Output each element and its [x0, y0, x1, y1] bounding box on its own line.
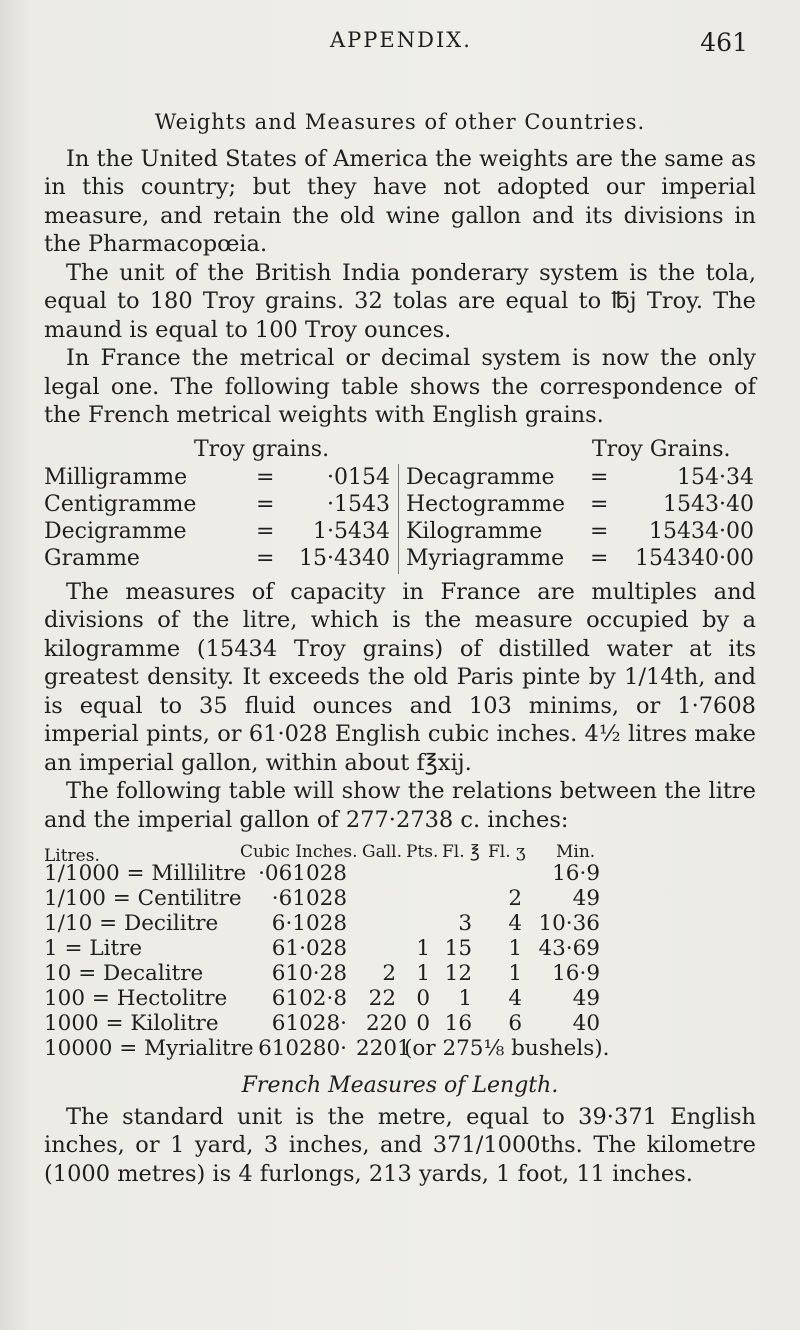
fluid-ounces-value: 15 — [444, 936, 472, 961]
weight-value: 1·5434 — [313, 518, 390, 544]
cubic-inches-value: ·061028 — [258, 861, 347, 886]
weights-header-right: Troy Grains. — [592, 436, 731, 462]
weight-name: Centigramme — [44, 491, 197, 517]
paragraph-france: In France the metrical or decimal system is now the only legal one. The following table shows the correspondence of the French metrical weights with English grains. — [44, 345, 756, 428]
weight-value: 15434·00 — [649, 518, 754, 544]
litres-row — [44, 985, 756, 1010]
weights-row — [44, 518, 756, 544]
minims-value: 10·36 — [538, 911, 600, 936]
fluid-drachms-value: 6 — [508, 1011, 522, 1036]
litres-row — [44, 885, 756, 910]
fluid-drachms-value: 1 — [508, 961, 522, 986]
litre-unit: 1/1000 = Millilitre — [44, 861, 247, 886]
cubic-inches-value: 6102·8 — [271, 986, 347, 1011]
header-cubic-inches: Cubic Inches. — [240, 842, 358, 862]
paragraph-length: The standard unit is the metre, equal to 39·371 English inches, or 1 yard, 3 inches, and 371/1000ths. The kilometre (1000 metres) is 4 furlongs, 213 yards, 1 foot, 11 inches. — [44, 1103, 756, 1187]
minims-value: 49 — [572, 986, 600, 1011]
weight-name: Decagramme — [406, 464, 555, 490]
equals-sign: = — [590, 464, 609, 490]
weights-row — [44, 464, 756, 490]
weights-row — [44, 545, 756, 571]
paragraph-united-states: In the United States of America the weights are the same as in this country; but they have not adopted our imperial measure, and retain the old wine gallon and its divisions in the Pharmacopœia. — [44, 145, 756, 257]
page-number: 461 — [700, 28, 748, 57]
equals-sign: = — [590, 545, 609, 571]
cubic-inches-value: 61·028 — [271, 936, 347, 961]
minims-value: 49 — [572, 886, 600, 911]
fluid-ounces-value: 12 — [444, 961, 472, 986]
weight-value: 15·4340 — [299, 545, 390, 571]
cubic-inches-value: 610·28 — [271, 961, 347, 986]
litre-unit: 1 = Litre — [44, 936, 143, 961]
litres-row — [44, 860, 756, 885]
weight-name: Kilogramme — [406, 518, 543, 544]
litre-unit: 1/100 = Centilitre — [44, 886, 242, 911]
fluid-drachms-value: 2 — [508, 886, 522, 911]
litre-unit: 1000 = Kilolitre — [44, 1011, 219, 1036]
weights-table — [44, 436, 756, 574]
fluid-ounces-value: 3 — [458, 911, 472, 936]
litres-table — [44, 838, 756, 1066]
header-fluid-ounces: Fl. ℥ — [442, 842, 480, 862]
weight-value: 154340·00 — [635, 545, 754, 571]
weight-value: 1543·40 — [663, 491, 754, 517]
pints-value: 0 — [416, 1011, 430, 1036]
fluid-drachms-value: 4 — [508, 986, 522, 1011]
cubic-inches-value: ·61028 — [271, 886, 347, 911]
minims-value: 16·9 — [552, 861, 600, 886]
header-pints: Pts. — [406, 842, 439, 862]
cubic-inches-value: 610280· — [258, 1036, 347, 1061]
equals-sign: = — [590, 518, 609, 544]
paragraph-capacity-table-intro: The following table will show the relations between the litre and the imperial gallon of 277·2738 c. inches: — [44, 778, 756, 833]
cubic-inches-value: 6·1028 — [271, 911, 347, 936]
equals-sign: = — [590, 491, 609, 517]
equals-sign: = — [256, 518, 275, 544]
minims-value: 40 — [572, 1011, 600, 1036]
weight-name: Milligramme — [44, 464, 188, 490]
pints-value: 0 — [416, 986, 430, 1011]
weight-name: Hectogramme — [406, 491, 566, 517]
litres-row — [44, 960, 756, 985]
weight-value: ·0154 — [327, 464, 390, 490]
equals-sign: = — [256, 545, 275, 571]
litres-row — [44, 1010, 756, 1035]
litres-row — [44, 935, 756, 960]
pints-value: 1 — [416, 961, 430, 986]
content — [44, 108, 756, 1188]
gallons-value: 2201 — [356, 1036, 411, 1061]
weight-name: Myriagramme — [406, 545, 565, 571]
cubic-inches-value: 61028· — [271, 1011, 347, 1036]
weight-value: ·1543 — [327, 491, 390, 517]
header-fluid-drachms: Fl. ʒ — [488, 842, 526, 862]
litre-unit: 100 = Hectolitre — [44, 986, 228, 1011]
header-gallons: Gall. — [362, 842, 402, 862]
gallons-value: 220 — [366, 1011, 408, 1036]
paragraph-british-india: The unit of the British India ponderary system is the tola, equal to 180 Troy grains. 32 tolas are equal to ℔j Troy. The maund is equal to 100 Troy ounces. — [44, 259, 756, 343]
gallons-value: 22 — [368, 986, 396, 1011]
pints-value: 1 — [416, 936, 430, 961]
weights-row — [44, 491, 756, 517]
equals-sign: = — [256, 464, 275, 490]
fluid-drachms-value: 4 — [508, 911, 522, 936]
fluid-ounces-value: 1 — [458, 986, 472, 1011]
running-head — [0, 28, 800, 68]
length-subhead: French Measures of Length. — [241, 1073, 559, 1098]
paragraph-capacity: The measures of capacity in France are multiples and divisions of the litre, which is the measure occupied by a kilogramme (15434 Troy grains) of distilled water at its greatest density. It exceeds the old Paris pinte by 1/14th, and is equal to 35 fluid ounces and 103 minims, or 1·7608 imperial pints, or 61·028 English cubic inches. 4½ litres make an imperial gallon, within about f℥xij. — [44, 578, 756, 776]
running-head-title: APPENDIX. — [330, 28, 472, 52]
minims-value: 16·9 — [552, 961, 600, 986]
bushels-note: (or 275⅛ bushels). — [404, 1036, 610, 1061]
weights-header-left: Troy grains. — [194, 436, 330, 462]
fluid-ounces-value: 16 — [444, 1011, 472, 1036]
litre-unit: 10 = Decalitre — [44, 961, 204, 986]
equals-sign: = — [256, 491, 275, 517]
litres-row-last — [44, 1035, 756, 1060]
gallons-value: 2 — [382, 961, 396, 986]
litre-unit: 10000 = Myrialitre — [44, 1036, 254, 1061]
fluid-drachms-value: 1 — [508, 936, 522, 961]
weight-name: Gramme — [44, 545, 140, 571]
litres-row — [44, 910, 756, 935]
minims-value: 43·69 — [538, 936, 600, 961]
section-title: Weights and Measures of other Countries. — [154, 110, 646, 134]
litre-unit: 1/10 = Decilitre — [44, 911, 219, 936]
weight-value: 154·34 — [677, 464, 754, 490]
header-minims: Min. — [556, 842, 596, 862]
header-litres: Litres. — [44, 846, 100, 866]
weight-name: Decigramme — [44, 518, 187, 544]
